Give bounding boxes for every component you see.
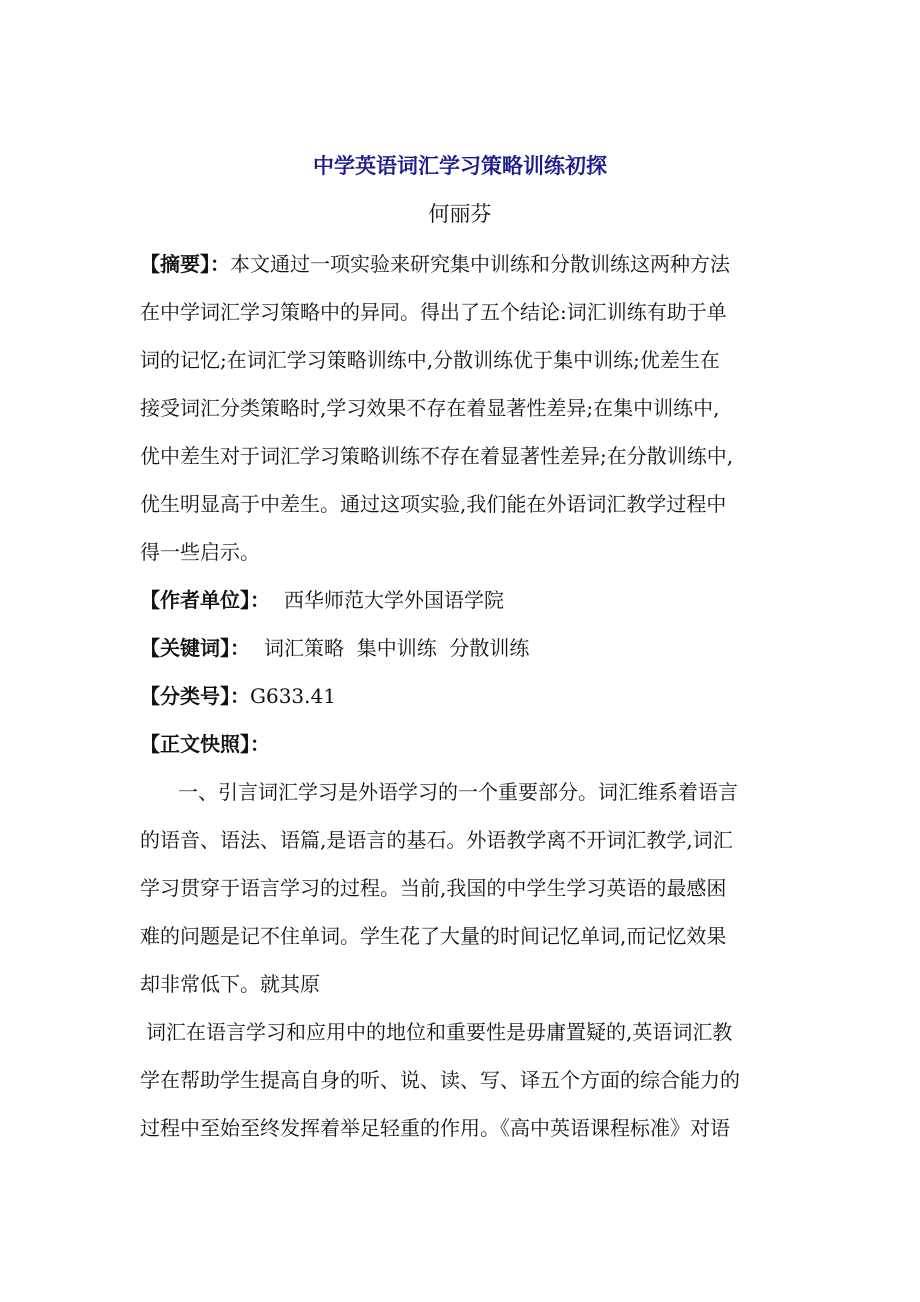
abstract-line: 优中差生对于词汇学习策略训练不存在着显著性差异;在分散训练中,	[140, 444, 734, 468]
paragraph-1	[140, 768, 780, 1008]
abstract-line: 得一些启示。	[140, 540, 260, 564]
keywords-row	[140, 624, 780, 672]
abstract-section	[140, 240, 780, 576]
keywords-label: 【关键词】：	[140, 636, 250, 660]
paragraph-2	[140, 1008, 780, 1152]
abstract-line: 优生明显高于中差生。通过这项实验,我们能在外语词汇教学过程中	[140, 492, 727, 516]
paragraph-line: 的语音、语法、语篇,是语言的基石。外语教学离不开词汇教学,词汇	[140, 828, 733, 852]
paragraph-line: 过程中至始至终发挥着举足轻重的作用。《高中英语课程标准》对语	[140, 1116, 730, 1140]
abstract-line: 【摘要】：本文通过一项实验来研究集中训练和分散训练这两种方法	[140, 252, 730, 276]
paragraph-line: 学习贯穿于语言学习的过程。当前,我国的中学生学习英语的最感困	[140, 876, 727, 900]
affiliation-value: 西华师范大学外国语学院	[284, 588, 504, 612]
body-label-row	[140, 720, 780, 768]
abstract-line: 词的记忆;在词汇学习策略训练中,分散训练优于集中训练;优差生在	[140, 348, 720, 372]
article-title: 中学英语词汇学习策略训练初探	[313, 153, 607, 178]
body-label: 【正文快照】：	[140, 732, 270, 756]
paragraph-line: 一、引言词汇学习是外语学习的一个重要部分。词汇维系着语言	[178, 780, 738, 804]
abstract-label: 【摘要】：	[140, 252, 230, 276]
paragraph-line: 词汇在语言学习和应用中的地位和重要性是毋庸置疑的,英语词汇教	[146, 1020, 733, 1044]
paragraph-line: 学在帮助学生提高自身的听、说、读、写、译五个方面的综合能力的	[140, 1068, 740, 1092]
paragraph-line: 难的问题是记不住单词。学生花了大量的时间记忆单词,而记忆效果	[140, 924, 727, 948]
abstract-line: 在中学词汇学习策略中的异同。得出了五个结论:词汇训练有助于单	[140, 300, 727, 324]
paragraph-line: 却非常低下。就其原	[140, 972, 320, 996]
abstract-line: 接受词汇分类策略时,学习效果不存在着显著性差异;在集中训练中,	[140, 396, 720, 420]
classification-label: 【分类号】：	[140, 684, 250, 708]
classification-row	[140, 672, 780, 720]
keywords-value: 词汇策略 集中训练 分散训练	[264, 636, 530, 660]
article-author: 何丽芬	[428, 202, 492, 226]
affiliation-label: 【作者单位】：	[140, 588, 270, 612]
classification-value: G633.41	[250, 684, 336, 708]
affiliation-row	[140, 576, 780, 624]
